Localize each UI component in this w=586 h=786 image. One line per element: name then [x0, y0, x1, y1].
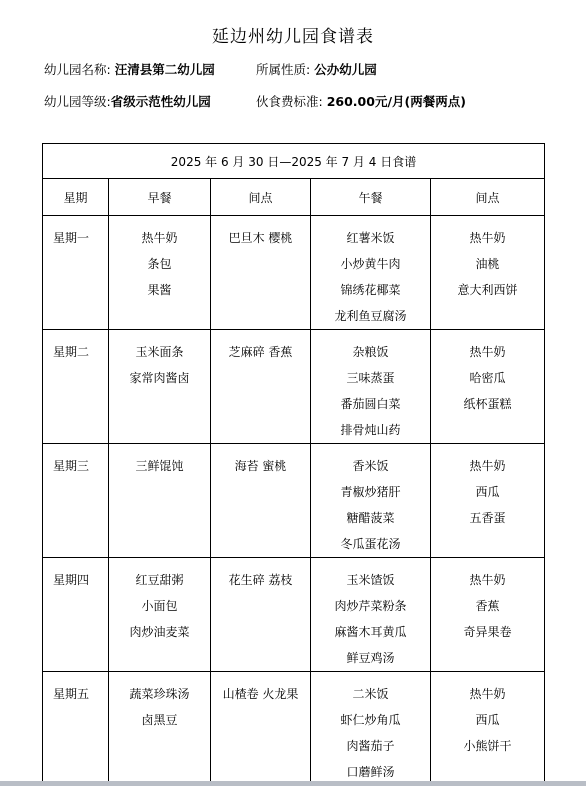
lunch-cell [311, 330, 431, 444]
day-label: 星期一 [53, 231, 90, 245]
snack-afternoon-cell [431, 444, 545, 558]
ownership-line [256, 60, 377, 78]
snack-morning-item: 山楂卷 火龙果 [222, 687, 299, 701]
day-label: 星期二 [53, 345, 90, 359]
page-title: 延边州幼儿园食谱表 [212, 27, 374, 47]
ownership-label: 所属性质: [256, 62, 311, 77]
snack-morning-item: 花生碎 荔枝 [228, 573, 293, 587]
day-cell [43, 444, 109, 558]
breakfast-item: 卤黑豆 [141, 713, 178, 727]
snack-afternoon-cell [431, 558, 545, 672]
snack-afternoon-item: 西瓜 [475, 713, 500, 727]
breakfast-cell [109, 330, 211, 444]
period-row [43, 144, 545, 179]
column-header-lunch: 午餐 [311, 179, 431, 216]
breakfast-item: 热牛奶 [141, 231, 178, 245]
lunch-item: 龙利鱼豆腐汤 [334, 309, 407, 323]
column-header-row [43, 179, 545, 216]
day-cell [43, 558, 109, 672]
column-header-snack-afternoon: 间点 [431, 179, 545, 216]
breakfast-item: 红豆甜粥 [135, 573, 184, 587]
breakfast-item: 果酱 [147, 283, 172, 297]
level-value: 省级示范性幼儿园 [110, 94, 211, 109]
day-rows [43, 216, 545, 786]
window-bottom-edge [0, 781, 586, 786]
level-label: 幼儿园等级: [44, 94, 111, 109]
breakfast-cell [109, 558, 211, 672]
lunch-item: 肉酱茄子 [346, 739, 395, 753]
snack-afternoon-item: 小熊饼干 [463, 739, 512, 753]
column-header-breakfast: 早餐 [109, 179, 211, 216]
level-line [44, 92, 211, 110]
breakfast-cell [109, 672, 211, 786]
table-row [43, 330, 545, 444]
snack-morning-item: 巴旦木 樱桃 [228, 231, 293, 245]
snack-afternoon-item: 热牛奶 [469, 231, 506, 245]
lunch-item: 小炒黄牛肉 [340, 257, 401, 271]
breakfast-cell [109, 216, 211, 330]
lunch-item: 番茄圆白菜 [340, 397, 401, 411]
table-row [43, 558, 545, 672]
snack-afternoon-item: 五香蛋 [469, 511, 506, 525]
lunch-item: 麻酱木耳黄瓜 [334, 625, 407, 639]
lunch-item: 糖醋菠菜 [346, 511, 395, 525]
snack-morning-cell [211, 672, 311, 786]
snack-afternoon-item: 哈密瓜 [469, 371, 506, 385]
breakfast-item: 三鲜馄饨 [135, 459, 184, 473]
table-row [43, 444, 545, 558]
snack-afternoon-item: 热牛奶 [469, 345, 506, 359]
lunch-item: 香米饭 [352, 459, 389, 473]
lunch-item: 二米饭 [352, 687, 389, 701]
snack-morning-cell [211, 444, 311, 558]
breakfast-item: 家常肉酱卤 [129, 371, 190, 385]
breakfast-item: 小面包 [141, 599, 178, 613]
snack-afternoon-item: 意大利西饼 [457, 283, 518, 297]
lunch-cell [311, 558, 431, 672]
snack-afternoon-item: 香蕉 [475, 599, 500, 613]
breakfast-item: 肉炒油麦菜 [129, 625, 190, 639]
fee-label: 伙食费标准: [256, 94, 323, 109]
menu-table [42, 143, 545, 786]
menu-period: 2025 年 6 月 30 日—2025 年 7 月 4 日食谱 [43, 144, 545, 179]
lunch-item: 青椒炒猪肝 [340, 485, 401, 499]
lunch-cell [311, 672, 431, 786]
snack-afternoon-item: 奇异果卷 [463, 625, 512, 639]
kindergarten-name-line [44, 60, 215, 78]
day-cell [43, 216, 109, 330]
ownership-value: 公办幼儿园 [314, 62, 377, 77]
day-label: 星期四 [53, 573, 90, 587]
day-cell [43, 672, 109, 786]
snack-morning-cell [211, 330, 311, 444]
fee-value: 260.00元/月(两餐两点) [326, 94, 466, 109]
snack-morning-cell [211, 558, 311, 672]
column-header-snack-morning: 间点 [211, 179, 311, 216]
lunch-item: 锦绣花椰菜 [340, 283, 401, 297]
lunch-item: 虾仁炒角瓜 [340, 713, 401, 727]
day-cell [43, 330, 109, 444]
snack-afternoon-cell [431, 216, 545, 330]
kindergarten-name-label: 幼儿园名称: [44, 62, 111, 77]
day-label: 星期三 [53, 459, 90, 473]
kindergarten-name-value: 汪清县第二幼儿园 [114, 62, 215, 77]
lunch-cell [311, 216, 431, 330]
breakfast-item: 条包 [147, 257, 172, 271]
lunch-item: 玉米馇饭 [346, 573, 395, 587]
table-row [43, 672, 545, 786]
lunch-cell [311, 444, 431, 558]
snack-afternoon-item: 油桃 [475, 257, 500, 271]
snack-afternoon-cell [431, 330, 545, 444]
snack-morning-item: 芝麻碎 香蕉 [228, 345, 293, 359]
lunch-item: 杂粮饭 [352, 345, 389, 359]
snack-morning-item: 海苔 蜜桃 [234, 459, 287, 473]
snack-afternoon-cell [431, 672, 545, 786]
table-row [43, 216, 545, 330]
lunch-item: 鲜豆鸡汤 [346, 651, 395, 665]
snack-afternoon-item: 纸杯蛋糕 [463, 397, 512, 411]
breakfast-cell [109, 444, 211, 558]
lunch-item: 冬瓜蛋花汤 [340, 537, 401, 551]
snack-afternoon-item: 热牛奶 [469, 459, 506, 473]
column-header-day: 星期 [43, 179, 109, 216]
breakfast-item: 玉米面条 [135, 345, 184, 359]
snack-afternoon-item: 热牛奶 [469, 573, 506, 587]
breakfast-item: 蔬菜珍珠汤 [129, 687, 190, 701]
fee-line [256, 92, 466, 110]
lunch-item: 三味蒸蛋 [346, 371, 395, 385]
lunch-item: 口蘑鲜汤 [346, 765, 395, 779]
lunch-item: 红薯米饭 [346, 231, 395, 245]
snack-morning-cell [211, 216, 311, 330]
day-label: 星期五 [53, 687, 90, 701]
snack-afternoon-item: 热牛奶 [469, 687, 506, 701]
snack-afternoon-item: 西瓜 [475, 485, 500, 499]
lunch-item: 排骨炖山药 [340, 423, 401, 437]
lunch-item: 肉炒芹菜粉条 [334, 599, 407, 613]
